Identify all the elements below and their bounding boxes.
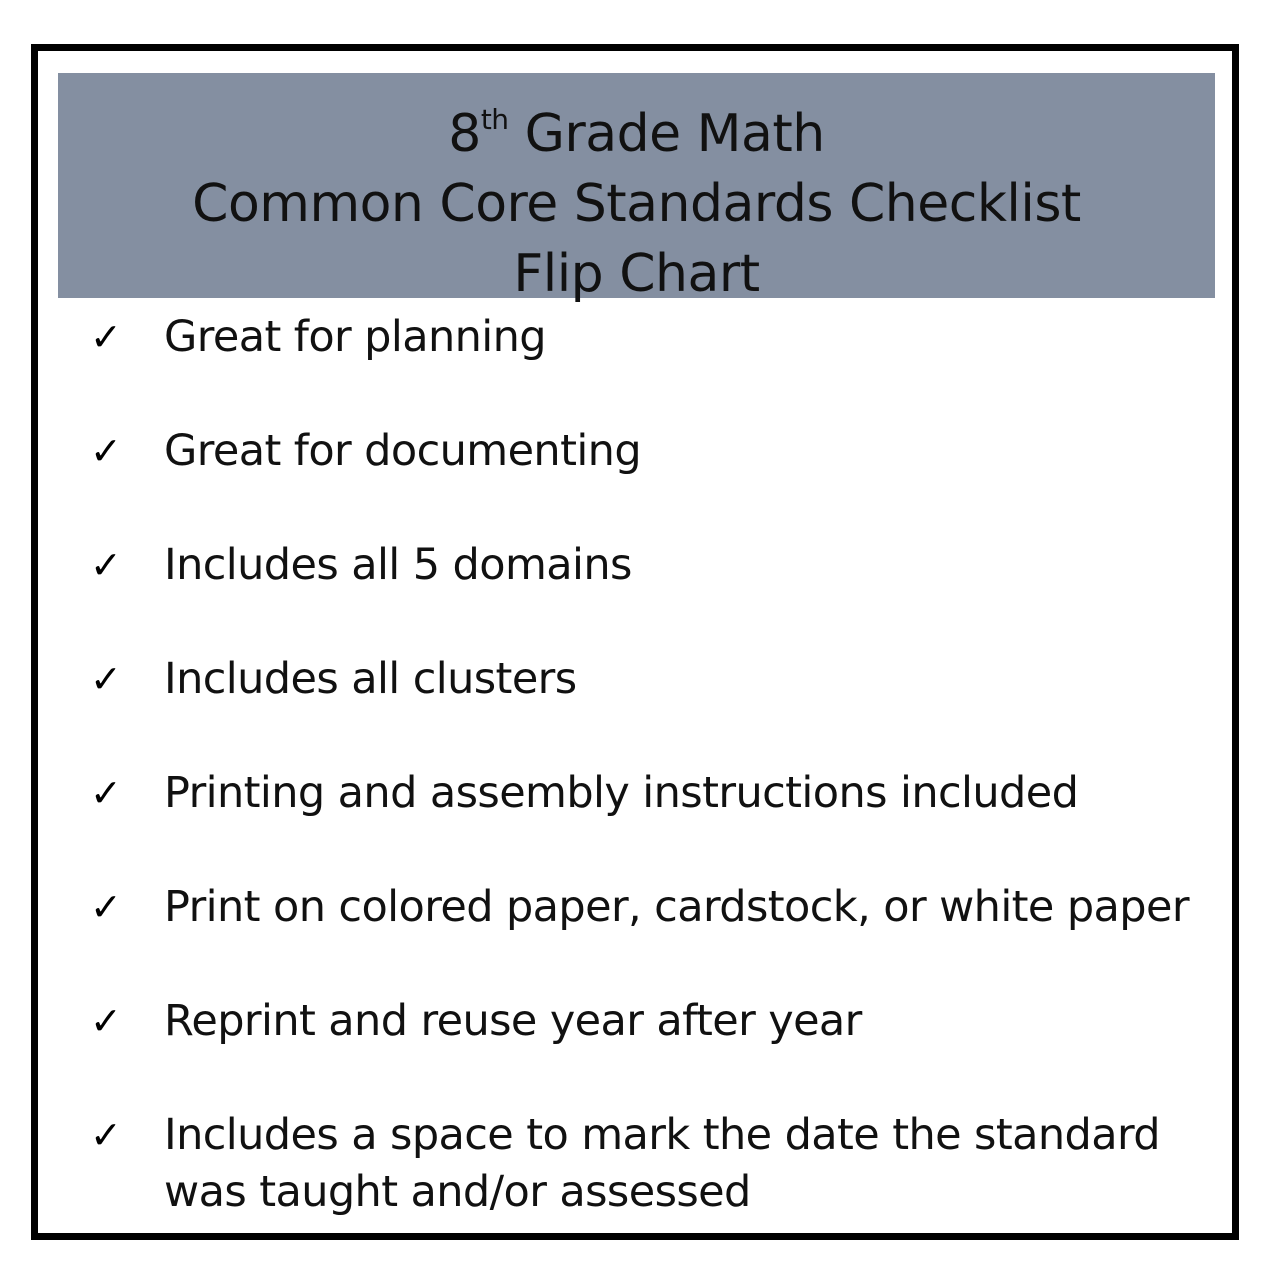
grade-suffix: th (480, 103, 509, 136)
list-item (38, 309, 1232, 369)
list-item-text: Includes all 5 domains (164, 540, 632, 590)
list-item (38, 1107, 1232, 1227)
list-item-text: Includes all clusters (164, 654, 577, 704)
title-line-2: Common Core Standards Checklist (192, 174, 1081, 234)
check-icon: ✓ (90, 429, 122, 473)
title-line-1 (58, 99, 1215, 169)
check-icon: ✓ (90, 771, 122, 815)
list-item-text: Printing and assembly instructions included (164, 768, 1079, 818)
list-item (38, 423, 1232, 483)
list-item (38, 537, 1232, 597)
check-icon: ✓ (90, 543, 122, 587)
check-icon: ✓ (90, 885, 122, 929)
check-icon: ✓ (90, 315, 122, 359)
list-item-text: Print on colored paper, cardstock, or white paper (164, 882, 1189, 932)
list-item-text-line-1: Includes a space to mark the date the standard (164, 1110, 1160, 1160)
title-line-3: Flip Chart (513, 244, 760, 304)
check-icon: ✓ (90, 999, 122, 1043)
title-banner (58, 73, 1215, 304)
grade-subject: Grade Math (508, 104, 825, 164)
list-item-text: Great for documenting (164, 426, 642, 476)
list-item-text: Reprint and reuse year after year (164, 996, 862, 1046)
list-item (38, 651, 1232, 711)
check-icon: ✓ (90, 657, 122, 701)
list-item (38, 879, 1232, 939)
list-item (38, 765, 1232, 825)
check-icon: ✓ (90, 1113, 122, 1157)
list-item-text: Great for planning (164, 312, 546, 362)
grade-number: 8 (448, 104, 481, 164)
page-frame (31, 44, 1239, 1240)
list-item-text-line-2: was taught and/or assessed (164, 1167, 751, 1217)
list-item (38, 993, 1232, 1053)
list-item-text (164, 1107, 1204, 1221)
